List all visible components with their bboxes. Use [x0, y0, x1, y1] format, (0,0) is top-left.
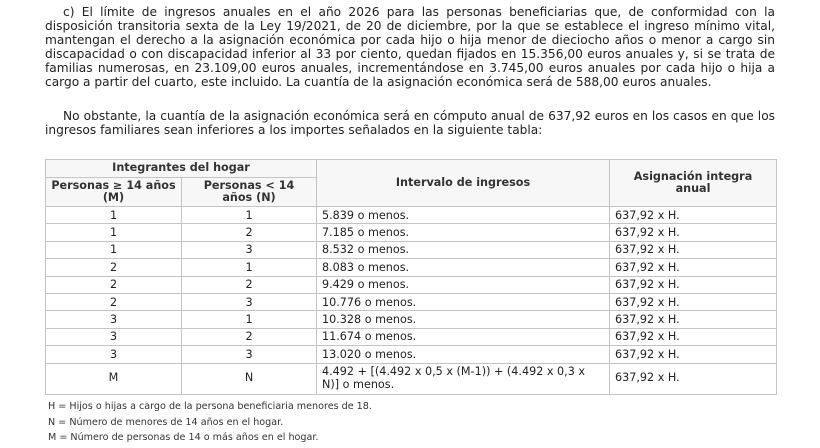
table-row-formula [46, 363, 777, 394]
header-intervalo: Intervalo de ingresos [317, 160, 610, 207]
table-row [46, 328, 777, 345]
cell-n: 3 [182, 241, 317, 258]
cell-n: 2 [182, 328, 317, 345]
cell-intervalo: 10.328 o menos. [317, 311, 610, 328]
cell-intervalo: 13.020 o menos. [317, 346, 610, 363]
cell-n: N [182, 363, 317, 394]
cell-intervalo-formula: 4.492 + [(4.492 x 0,5 x (M-1)) + (4.492 x 0,3 x N)] o menos. [317, 363, 610, 394]
table-row [46, 311, 777, 328]
cell-m: M [46, 363, 182, 394]
cell-intervalo: 5.839 o menos. [317, 207, 610, 224]
cell-intervalo: 7.185 o menos. [317, 224, 610, 241]
cell-asignacion: 637,92 x H. [610, 224, 777, 241]
paragraph-c: c) El límite de ingresos anuales en el año 2026 para las personas beneficiarias que, de conformidad con la disposición transitoria sexta de la Ley 19/2021, de 20 de diciembre, por la que se establece el ingreso mínimo vital, mantengan el derecho a la asignación económica por cada hijo o hija menor de dieciocho años o menor a cargo sin discapacidad o con discapacidad inferior al 33 por ciento, quedan fijados en 15.356,00 euros anuales y, si se trata de familias numerosas, en 23.109,00 euros anuales, incrementándose en 3.745,00 euros anuales por cada hijo o hija a cargo a partir del cuarto, este incluido. La cuantía de la asignación económica será de 588,00 euros anuales. [45, 5, 775, 89]
table-row [46, 293, 777, 310]
cell-m: 1 [46, 241, 182, 258]
cell-m: 1 [46, 224, 182, 241]
cell-m: 2 [46, 293, 182, 310]
table-row [46, 346, 777, 363]
header-personas-m: Personas ≥ 14 años (M) [46, 178, 182, 207]
cell-asignacion: 637,92 x H. [610, 346, 777, 363]
cell-intervalo: 10.776 o menos. [317, 293, 610, 310]
cell-intervalo: 8.083 o menos. [317, 259, 610, 276]
cell-m: 3 [46, 328, 182, 345]
table-row [46, 259, 777, 276]
cell-asignacion: 637,92 x H. [610, 363, 777, 394]
table-footnotes [48, 399, 372, 446]
cell-n: 1 [182, 207, 317, 224]
header-personas-n: Personas < 14 años (N) [182, 178, 317, 207]
cell-n: 2 [182, 276, 317, 293]
cell-n: 3 [182, 293, 317, 310]
cell-m: 1 [46, 207, 182, 224]
footnote-m: M = Número de personas de 14 o más años en el hogar. [48, 432, 319, 443]
header-integrantes-hogar: Integrantes del hogar [46, 160, 317, 178]
cell-intervalo: 9.429 o menos. [317, 276, 610, 293]
cell-asignacion: 637,92 x H. [610, 241, 777, 258]
cell-asignacion: 637,92 x H. [610, 293, 777, 310]
cell-n: 1 [182, 311, 317, 328]
cell-intervalo: 11.674 o menos. [317, 328, 610, 345]
table-row [46, 207, 777, 224]
table-row [46, 224, 777, 241]
cell-asignacion: 637,92 x H. [610, 311, 777, 328]
income-table [45, 159, 777, 395]
cell-m: 3 [46, 311, 182, 328]
header-asignacion: Asignación integra anual [610, 160, 777, 207]
cell-asignacion: 637,92 x H. [610, 259, 777, 276]
cell-asignacion: 637,92 x H. [610, 207, 777, 224]
cell-asignacion: 637,92 x H. [610, 276, 777, 293]
cell-m: 2 [46, 259, 182, 276]
cell-asignacion: 637,92 x H. [610, 328, 777, 345]
table-row [46, 276, 777, 293]
paragraph-no-obstante: No obstante, la cuantía de la asignación económica será en cómputo anual de 637,92 euros en los casos en que los ingresos familiares sean inferiores a los importes señalados en la siguiente tabla: [45, 109, 775, 137]
cell-intervalo: 8.532 o menos. [317, 241, 610, 258]
cell-n: 3 [182, 346, 317, 363]
footnote-n: N = Número de menores de 14 años en el hogar. [48, 416, 284, 428]
footnote-h: H = Hijos o hijas a cargo de la persona beneficiaria menores de 18. [48, 401, 372, 412]
cell-m: 2 [46, 276, 182, 293]
cell-n: 1 [182, 259, 317, 276]
cell-m: 3 [46, 346, 182, 363]
table-row [46, 241, 777, 258]
cell-n: 2 [182, 224, 317, 241]
